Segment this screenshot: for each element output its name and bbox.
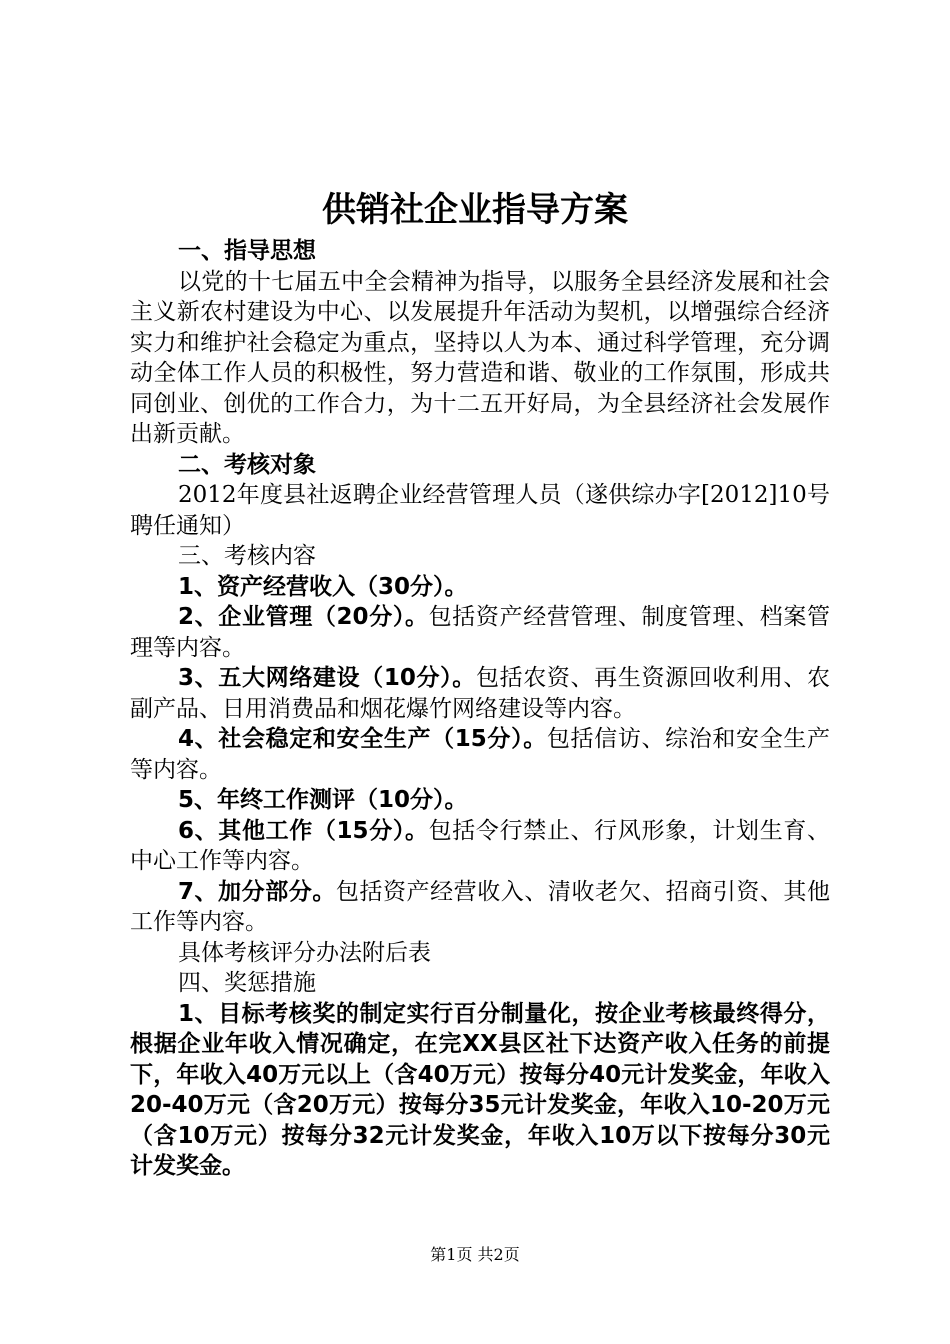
section-text-2: 2012年度县社返聘企业经营管理人员（遂供综办字[2012]10号聘任通知） xyxy=(130,482,830,539)
list-item xyxy=(130,724,830,785)
section-note-3: 具体考核评分办法附后表 xyxy=(178,939,431,966)
item-rest: 包括资产经营管理、制度管理、档案管理等内容。 xyxy=(130,604,831,661)
item-lead: 5、年终工作测评（10分）。 xyxy=(178,787,468,813)
item-lead: 6、其他工作（15分）。 xyxy=(178,817,429,844)
item-lead: 3、五大网络建设（10分）。 xyxy=(178,665,476,691)
section-heading-4: 四、奖惩措施 xyxy=(178,970,316,996)
list-item xyxy=(130,816,830,877)
item-rest: 包括信访、综治和安全生产等内容。 xyxy=(130,726,830,783)
item-rest: 包括农资、再生资源回收利用、农副产品、日用消费品和烟花爆竹网络建设等内容。 xyxy=(130,665,831,722)
section-heading-2: 二、考核对象 xyxy=(178,451,316,478)
document-body xyxy=(130,236,830,1182)
item-lead: 2、企业管理（20分）。 xyxy=(178,604,429,630)
document-title: 供销社企业指导方案 xyxy=(322,190,628,230)
list-item xyxy=(130,663,830,724)
section-text-4: 1、目标考核奖的制定实行百分制量化，按企业考核最终得分，根据企业年收入情况确定，在完XX县区社下达资产收入任务的前提下，年收入40万元以上（含40万元）按每分40元计发奖金，年收入20-40万元（含20万元）按每分35元计发奖金，年收入10-20万元（含10万元）按每分32元计发奖金，年收入10万以下按每分30元计发奖金。 xyxy=(130,1000,830,1179)
section-text-1: 以党的十七届五中全会精神为指导，以服务全县经济发展和社会主义新农村建设为中心、以发展提升年活动为契机，以增强综合经济实力和维护社会稳定为重点，坚持以人为本、通过科学管理，充分调动全体工作人员的积极性，努力营造和谐、敬业的工作氛围，形成共同创业、创优的工作合力，为十二五开好局，为全县经济社会发展作出新贡献。 xyxy=(130,268,830,447)
list-item xyxy=(130,785,830,816)
list-item xyxy=(130,602,830,663)
item-rest: 包括令行禁止、行风形象，计划生育、中心工作等内容。 xyxy=(130,817,831,874)
list-item xyxy=(130,877,830,938)
item-lead: 7、加分部分。 xyxy=(178,878,336,905)
item-rest: 包括资产经营收入、清收老欠、招商引资、其他工作等内容。 xyxy=(130,878,830,935)
page-footer: 第1页 共2页 xyxy=(430,1245,520,1264)
list-item xyxy=(130,572,830,603)
item-lead: 1、资产经营收入（30分）。 xyxy=(178,573,468,600)
section-heading-3: 三、考核内容 xyxy=(178,543,316,569)
item-lead: 4、社会稳定和安全生产（15分）。 xyxy=(178,726,547,752)
section-heading-1: 一、指导思想 xyxy=(178,238,316,264)
